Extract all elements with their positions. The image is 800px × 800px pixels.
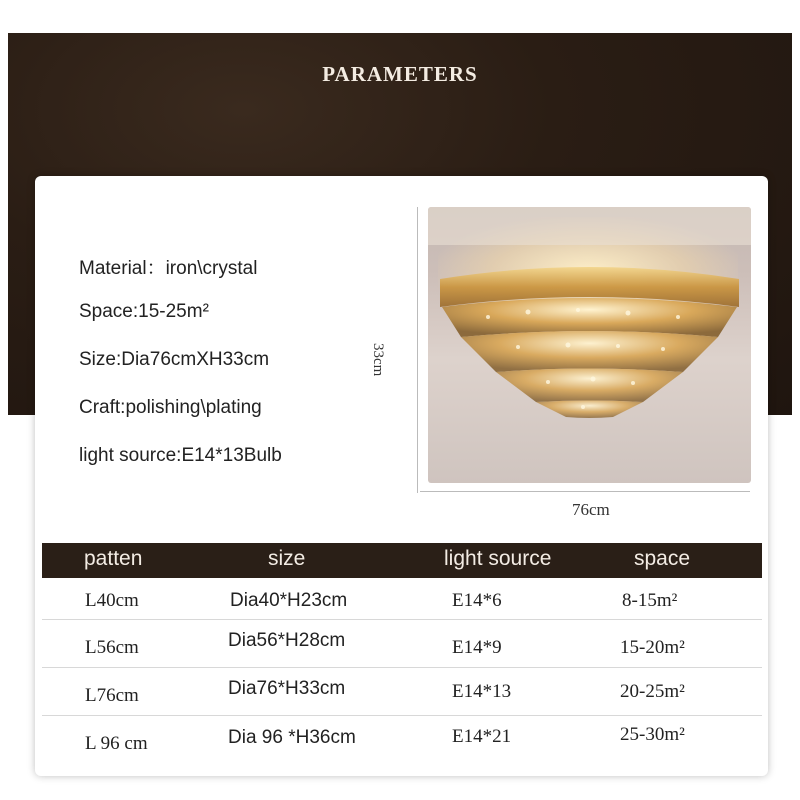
table-cell-light-source: E14*6 [452, 590, 502, 611]
spec-space: Space:15-25m² [79, 301, 209, 322]
chandelier-photo [428, 207, 751, 483]
table-cell-size: Dia56*H28cm [228, 630, 346, 651]
width-dimension-line [420, 491, 750, 492]
row-divider [42, 667, 762, 668]
column-header-space: space [634, 547, 691, 570]
table-cell-light-source: E14*21 [452, 726, 512, 747]
height-dimension-line [417, 207, 418, 493]
spec-light-source: light source:E14*13Bulb [79, 445, 282, 466]
table-cell-patten: L 96 cm [85, 733, 148, 754]
column-header-light-source: light source [444, 547, 552, 570]
spec-size: Size:Dia76cmXH33cm [79, 349, 270, 370]
table-cell-patten: L40cm [85, 590, 139, 611]
column-header-size: size [268, 547, 306, 570]
width-dimension-label: 76cm [572, 500, 610, 519]
table-cell-space: 25-30m² [620, 724, 685, 745]
row-divider [42, 715, 762, 716]
table-cell-size: Dia 96 *H36cm [228, 727, 356, 748]
chandelier-image [428, 207, 751, 483]
height-dimension-label: 33cm [370, 343, 386, 377]
table-cell-size: Dia40*H23cm [230, 590, 348, 611]
column-header-patten: patten [84, 547, 143, 570]
spec-craft: Craft:polishing\plating [79, 397, 262, 418]
table-cell-light-source: E14*13 [452, 681, 512, 702]
table-cell-light-source: E14*9 [452, 637, 502, 658]
spec-material: Material：iron\crystal [79, 258, 258, 279]
row-divider [42, 619, 762, 620]
table-cell-space: 8-15m² [622, 590, 678, 611]
table-cell-space: 15-20m² [620, 637, 685, 658]
table-cell-patten: L76cm [85, 685, 139, 706]
table-cell-patten: L56cm [85, 637, 139, 658]
table-cell-space: 20-25m² [620, 681, 685, 702]
page-title: PARAMETERS [322, 62, 478, 86]
table-cell-size: Dia76*H33cm [228, 678, 346, 699]
